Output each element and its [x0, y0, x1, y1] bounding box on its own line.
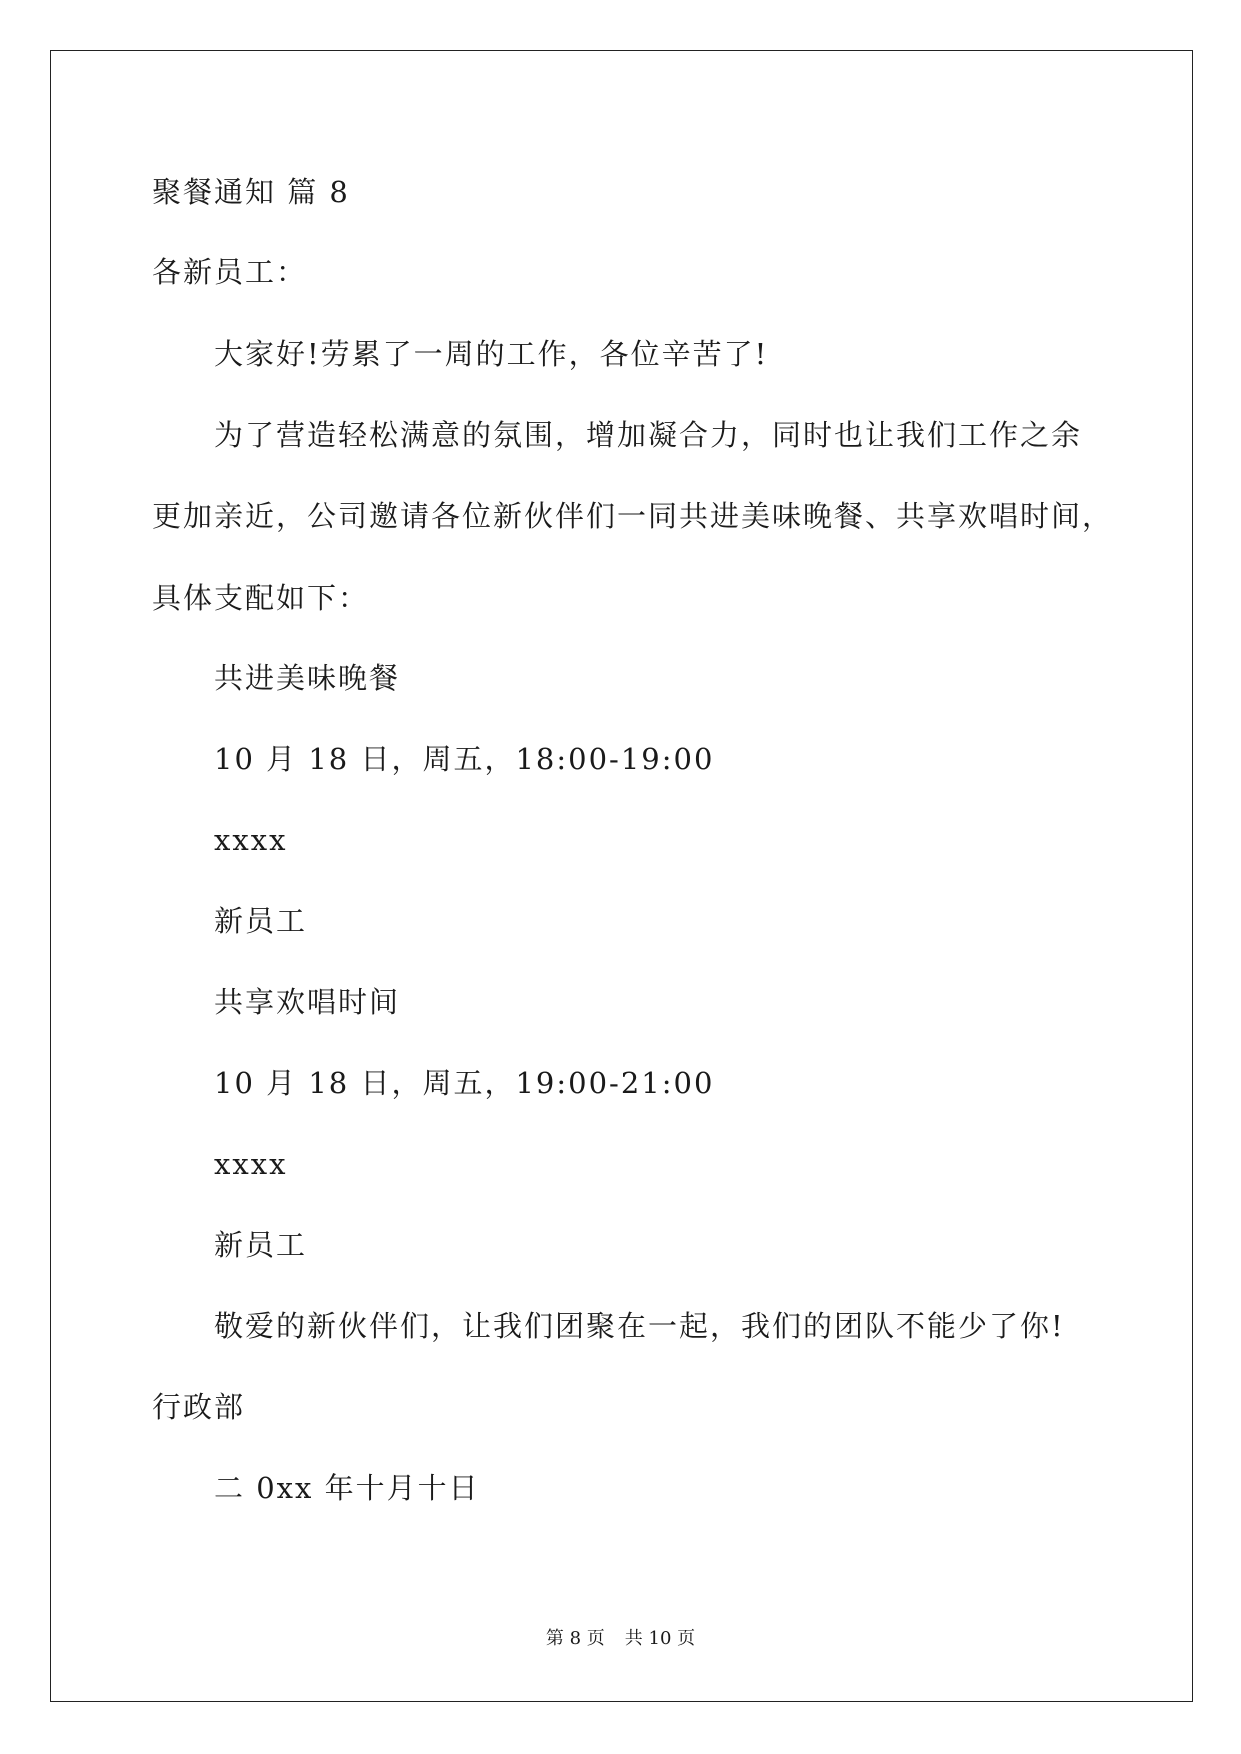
page-border [50, 50, 1193, 1702]
signature-date: 二 0xx 年十月十日 [214, 1471, 480, 1505]
intro-paragraph-line-2: 更加亲近，公司邀请各位新伙伴们一同共进美味晚餐、共享欢唱时间， [152, 499, 1114, 533]
page-total: 共 10 页 [624, 1628, 696, 1649]
event1-place: xxxx [214, 823, 288, 857]
event2-place: xxxx [214, 1147, 288, 1181]
document-title: 聚餐通知 篇 8 [152, 175, 350, 209]
closing-paragraph: 敬爱的新伙伴们，让我们团聚在一起，我们的团队不能少了你! [214, 1309, 1065, 1343]
greeting-paragraph: 大家好!劳累了一周的工作，各位辛苦了! [214, 337, 769, 371]
event2-time: 10 月 18 日，周五，19:00-21:00 [214, 1066, 715, 1100]
signature-department: 行政部 [152, 1390, 246, 1424]
salutation: 各新员工： [152, 255, 308, 289]
event1-name: 共进美味晚餐 [214, 661, 401, 695]
page-number: 第 8 页 [545, 1628, 605, 1649]
event2-name: 共享欢唱时间 [214, 985, 401, 1019]
intro-paragraph-line-3: 具体支配如下： [152, 581, 370, 615]
page-footer [0, 1628, 1241, 1650]
event2-participants: 新员工 [214, 1228, 308, 1262]
event1-time: 10 月 18 日，周五，18:00-19:00 [214, 742, 715, 776]
event1-participants: 新员工 [214, 904, 308, 938]
intro-paragraph-line-1: 为了营造轻松满意的氛围，增加凝合力，同时也让我们工作之余 [214, 418, 1083, 452]
